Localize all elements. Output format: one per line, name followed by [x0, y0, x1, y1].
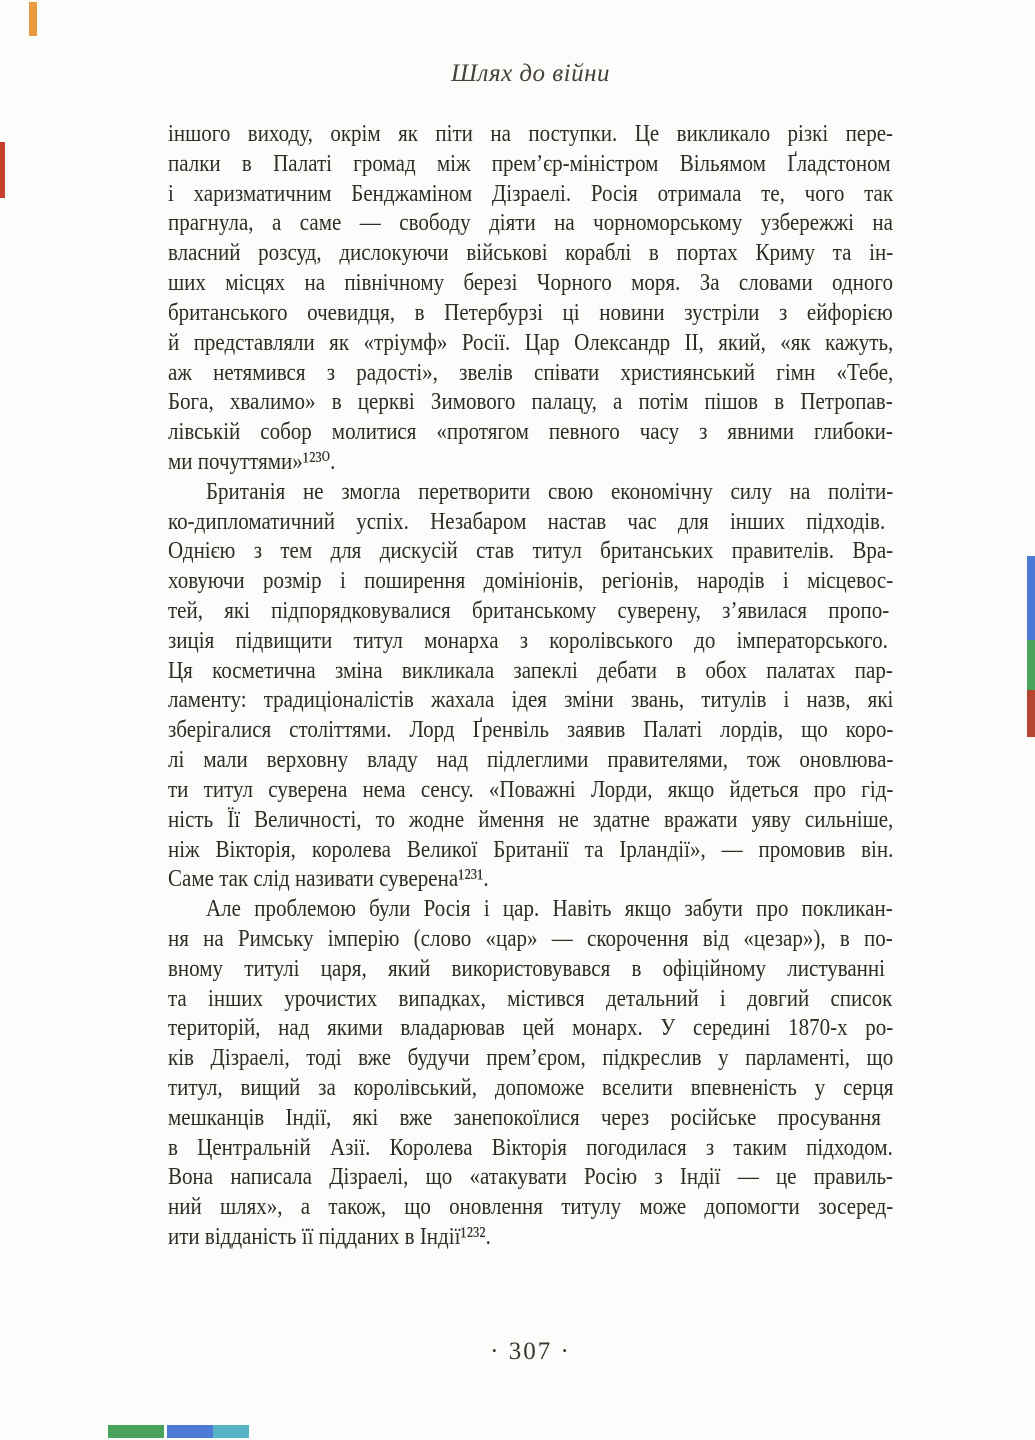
text-line: ламенту: традиціоналістів жахала ідея зміни звань, титулів і назв, які [168, 685, 894, 714]
scan-mark-left-edge-red [0, 142, 5, 198]
text-line: іншого виходу, окрім як піти на поступки. Це викликало різкі пере- [168, 118, 894, 147]
text-line: тей, які підпорядковувалися британському суверену, з’явилася пропо- [168, 595, 890, 624]
text-line: Британія не змогла перетворити свою економічну силу на політи- [206, 476, 894, 505]
text-line: лівській собор молитися «протягом певного часу з явними глибоки- [168, 416, 893, 446]
text-line: прагнула, а саме — свободу діяти на чорноморському узбережжі на [168, 208, 893, 237]
text-line: лі мали верховну владу над підлеглими правителями, тож оновлюва- [168, 744, 894, 774]
scan-mark-right-blue [1027, 556, 1035, 640]
text-line: ність Її Величності, то жодне ймення не здатне вражати уяву сильніше, [168, 804, 894, 833]
text-line: титул, вищий за королівський, допоможе вселити впевненість у серця [168, 1072, 894, 1101]
text-line: палки в Палаті громад між прем’єр-міністром Вільямом Ґладстоном [168, 148, 891, 177]
text-line: територій, над якими владарював цей монарх. У середині 1870-х ро- [168, 1013, 894, 1042]
text-line: і харизматичним Бенджаміном Дізраелі. Росія отримала те, чого так [168, 178, 894, 207]
scan-mark-bottom-green [108, 1425, 164, 1438]
text-line: ити відданість її підданих в Індії¹²³². [168, 1221, 491, 1251]
scan-mark-bottom-blue [167, 1425, 213, 1438]
text-line: та інших урочистих випадках, містився детальний і довгий список [168, 983, 893, 1012]
page-number: · 307 · [490, 1338, 571, 1365]
scan-mark-bottom-teal [213, 1425, 249, 1438]
text-line: ховуючи розмір і поширення домініонів, регіонів, народів і місцевос- [168, 565, 894, 595]
text-line: Бога, хвалимо» в церкві Зимового палацу, а потім пішов в Петропав- [168, 386, 893, 416]
text-line: вному титулі царя, який використовувався в офіційному листуванні [168, 953, 885, 982]
text-line: Але проблемою були Росія і цар. Навіть якщо забути про покликан- [206, 893, 893, 923]
text-line: ти титул суверена нема сенсу. «Поважні Лорди, якщо йдеться про гід- [168, 774, 894, 803]
text-line: ня на Римську імперію (слово «цар» — скорочення від «цезар»), в по- [168, 923, 893, 952]
text-line: Ця косметична зміна викликала запеклі дебати в обох палатах пар- [168, 655, 893, 684]
text-line: в Центральній Азії. Королева Вікторія погодилася з таким підходом. [168, 1132, 893, 1161]
text-line: зиція підвищити титул монарха з королівського до імператорського. [168, 625, 888, 654]
text-line: власний розсуд, дислокуючи військові кораблі в портах Криму та ін- [168, 237, 894, 267]
text-line: мешканців Індії, які вже занепокоїлися через російське просування [168, 1102, 881, 1131]
text-line: ний шлях», а також, що оновлення титулу може допомогти зосеред- [168, 1191, 894, 1221]
text-line: ми почуттями»¹²³⁰. [168, 446, 336, 475]
text-line: аж нетямився з радості», звелів співати християнський гімн «Тебе, [168, 357, 894, 386]
text-line: зберігалися століттями. Лорд Ґренвіль заявив Палаті лордів, що коро- [168, 714, 894, 744]
text-line: ших місцях на північному березі Чорного моря. За словами одного [168, 267, 893, 297]
running-header: Шлях до війни [450, 60, 611, 87]
text-line: ко-дипломатичний успіх. Незабаром настав час для інших підходів. [168, 506, 886, 535]
text-line: ків Дізраелі, тоді вже будучи прем’єром, підкреслив у парламенті, що [168, 1042, 894, 1072]
text-line: ніж Вікторія, королева Великої Британії та Ірландії», — промовив він. [168, 834, 894, 863]
body-text [168, 119, 893, 1252]
text-line: й представляли як «тріумф» Росії. Цар Олександр II, який, «як кажуть, [168, 327, 894, 356]
scan-mark-top-left-orange [29, 2, 37, 36]
text-line: Саме так слід називати суверена¹²³¹. [168, 863, 489, 893]
text-line: Вона написала Дізраелі, що «атакувати Росію з Індії — це правиль- [168, 1162, 894, 1191]
scan-mark-right-red [1027, 690, 1035, 737]
scan-mark-right-green [1027, 640, 1035, 690]
text-line: британського очевидця, в Петербурзі ці новини зустріли з ейфорією [168, 297, 893, 326]
text-line: Однією з тем для дискусій став титул британських правителів. Вра- [168, 536, 894, 565]
